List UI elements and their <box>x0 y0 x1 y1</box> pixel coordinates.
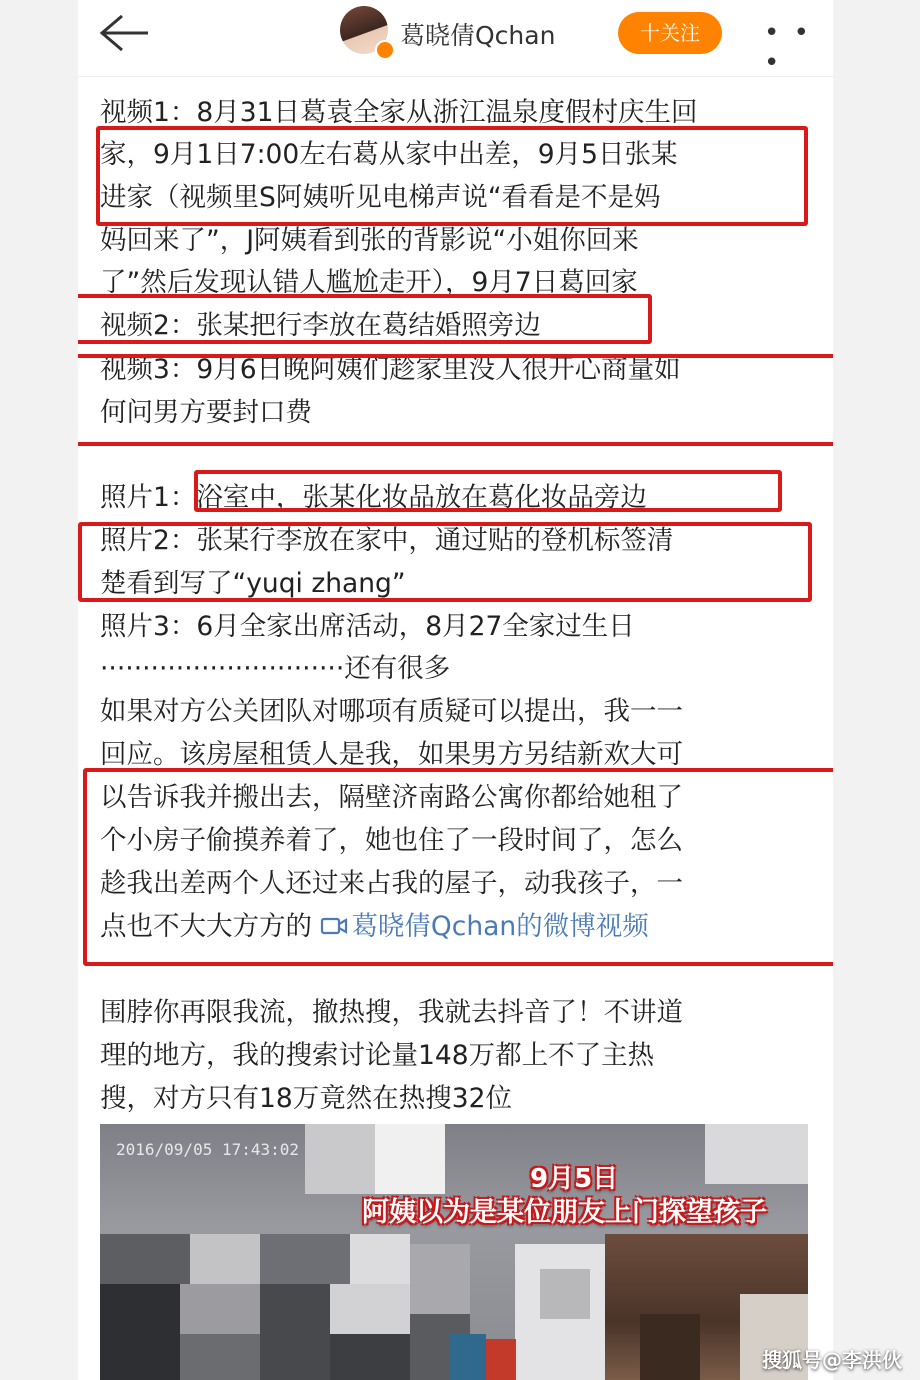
video-link-label: 葛晓倩Qchan的微博视频 <box>351 911 649 942</box>
post-line: 如果对方公关团队对哪项有质疑可以提出，我一一 <box>100 696 683 727</box>
post-line: 理的地方，我的搜索讨论量148万都上不了主热 <box>100 1040 655 1071</box>
mosaic-block <box>540 1269 590 1319</box>
video-timestamp: 2016/09/05 17:43:02 <box>116 1140 300 1159</box>
highlight-box <box>78 354 833 446</box>
back-arrow-icon[interactable] <box>96 10 152 56</box>
highlight-box <box>78 522 812 602</box>
post-line: 进家（视频里S阿姨听见电梯声说“看看是不是妈 <box>100 182 661 213</box>
mosaic-block <box>100 1234 190 1284</box>
post-line-text: 点也不大大方方的 <box>100 911 321 942</box>
post-line: 妈回来了”，J阿姨看到张的背影说“小姐你回来 <box>100 225 639 256</box>
video-thumbnail[interactable] <box>100 1124 808 1380</box>
mosaic-block <box>260 1234 350 1284</box>
post-line: 视频3：9月6日晚阿姨们趁家里没人很开心商量如 <box>100 354 681 385</box>
highlight-box <box>83 768 833 966</box>
post-line: 以告诉我并搬出去，隔壁济南路公寓你都给她租了 <box>100 782 683 813</box>
post-line: 个小房子偷摸养着了，她也住了一段时间了，怎么 <box>100 825 683 856</box>
more-options-icon[interactable]: • • • <box>764 18 812 78</box>
mosaic-block <box>705 1124 808 1184</box>
weibo-post-card <box>78 0 833 1380</box>
post-line: 围脖你再限我流，撤热搜，我就去抖音了！不讲道 <box>100 997 683 1028</box>
highlight-box <box>96 126 808 226</box>
mosaic-block <box>410 1244 470 1314</box>
mosaic-block <box>305 1124 375 1194</box>
source-watermark: 搜狐号@李洪伙 <box>762 1348 902 1372</box>
post-line: 照片3：6月全家出席活动，8月27全家过生日 <box>100 611 635 642</box>
toy-figure <box>486 1339 516 1380</box>
mosaic-block <box>350 1234 410 1284</box>
mosaic-block <box>330 1284 410 1334</box>
mosaic-block <box>260 1284 330 1380</box>
post-line: ·····························还有很多 <box>100 653 451 684</box>
video-caption-text: 阿姨以为是某位朋友上门探望孩子 <box>362 1197 767 1228</box>
verified-badge-icon <box>375 40 395 60</box>
post-line: 照片1：浴室中，张某化妆品放在葛化妆品旁边 <box>100 482 647 513</box>
toy-figure <box>450 1334 486 1380</box>
post-line: 视频2：张某把行李放在葛结婚照旁边 <box>100 310 541 341</box>
furniture <box>640 1314 700 1380</box>
mosaic-block <box>330 1334 410 1380</box>
video-caption-date: 9月5日 <box>530 1164 619 1194</box>
highlight-box <box>78 294 652 344</box>
mosaic-block <box>180 1334 260 1380</box>
post-line: 楚看到写了“yuqi zhang” <box>100 568 406 599</box>
post-line: 照片2：张某行李放在家中，通过贴的登机标签清 <box>100 525 674 556</box>
post-line: 搜，对方只有18万竟然在热搜32位 <box>100 1083 512 1114</box>
username[interactable]: 葛晓倩Qchan <box>400 21 556 50</box>
top-navigation-bar <box>78 0 833 77</box>
follow-button[interactable]: 十关注 <box>618 12 722 54</box>
mosaic-block <box>375 1124 445 1194</box>
post-line: 趁我出差两个人还过来占我的屋子，动我孩子，一 <box>100 868 683 899</box>
highlight-box <box>194 470 782 512</box>
post-line: 家，9月1日7:00左右葛从家中出差，9月5日张某 <box>100 139 678 170</box>
post-line: 何问男方要封口费 <box>100 397 312 428</box>
post-line: 回应。该房屋租赁人是我，如果男方另结新欢大可 <box>100 739 683 770</box>
mosaic-block <box>100 1284 180 1380</box>
mosaic-block <box>190 1234 260 1284</box>
post-line: 了”然后发现认错人尴尬走开），9月7日葛回家 <box>100 267 638 298</box>
post-line: 视频1：8月31日葛袁全家从浙江温泉度假村庆生回 <box>100 97 698 128</box>
mosaic-block <box>180 1284 260 1334</box>
